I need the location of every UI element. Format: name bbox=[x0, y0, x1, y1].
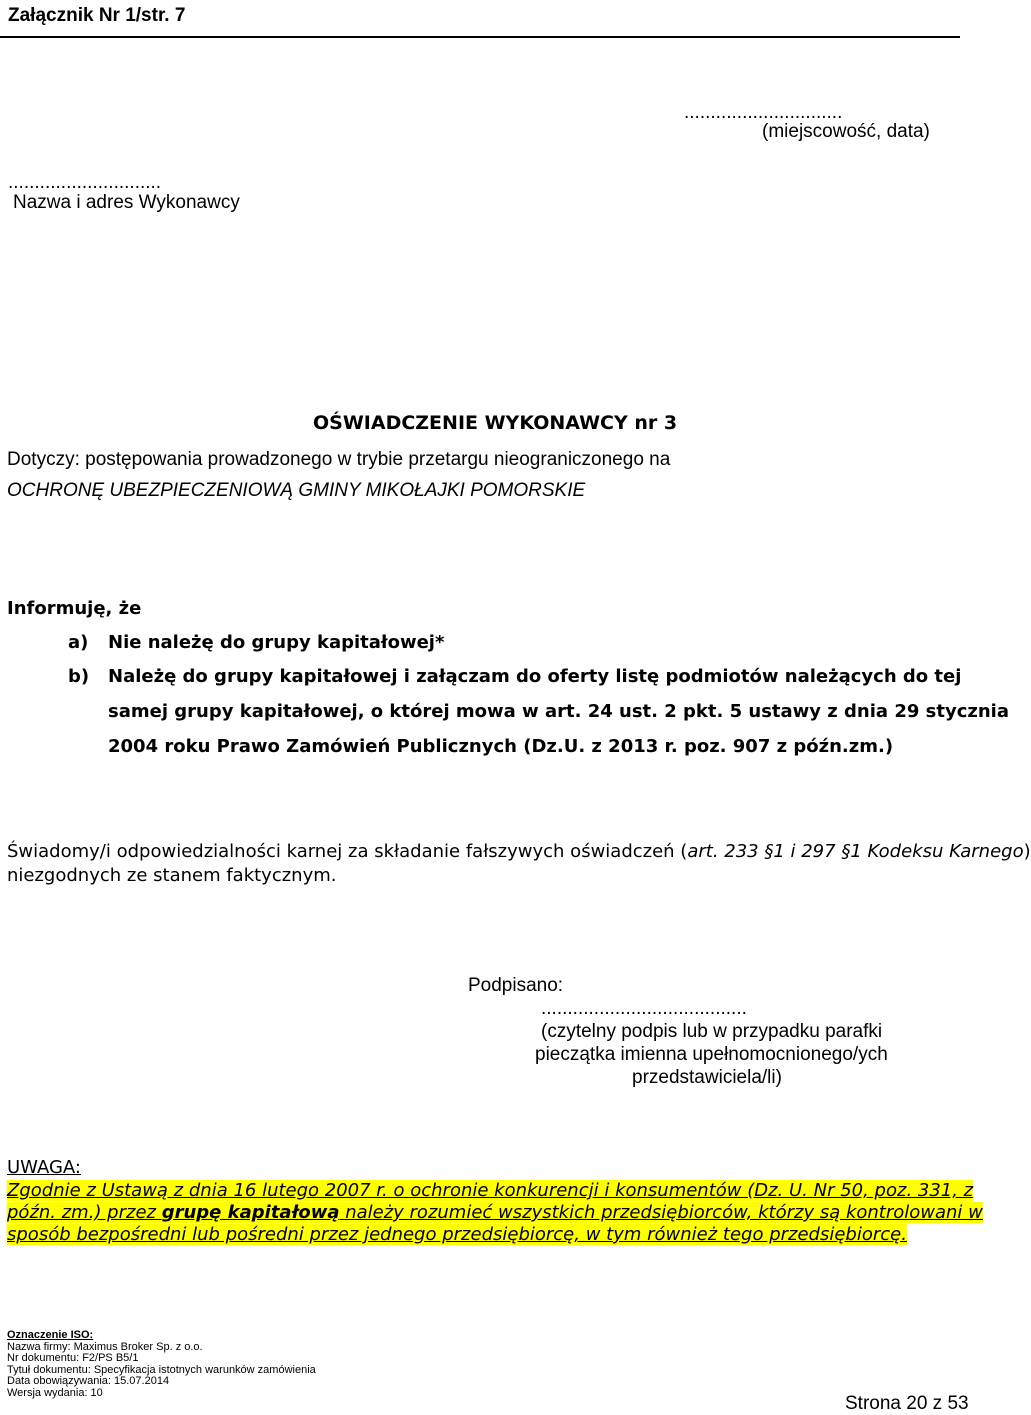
header-divider bbox=[0, 36, 960, 38]
note-line1-text: Zgodnie z Ustawą z dnia 16 lutego 2007 r. o ochronie konkurencji i konsumentów (Dz. U. Nr 50, poz. 331, z bbox=[7, 1180, 974, 1201]
note-line2-a: późn. zm.) przez bbox=[7, 1202, 162, 1223]
awareness-line2: niezgodnych ze stanem faktycznym. bbox=[7, 865, 337, 886]
option-a-letter: a) bbox=[68, 632, 89, 653]
awareness-line1 bbox=[7, 841, 1031, 862]
footer-iso: Oznaczenie ISO: bbox=[7, 1329, 94, 1341]
attachment-title: Załącznik Nr 1/str. 7 bbox=[8, 5, 186, 26]
note-heading: UWAGA: bbox=[7, 1157, 81, 1178]
signature-note-line1: (czytelny podpis lub w przypadku parafki bbox=[541, 1021, 883, 1042]
declaration-regards: Dotyczy: postępowania prowadzonego w trybie przetargu nieograniczonego na bbox=[7, 449, 671, 470]
place-date-dots: .............................. bbox=[684, 102, 843, 123]
option-b-letter: b) bbox=[68, 666, 90, 687]
footer-company: Nazwa firmy: Maximus Broker Sp. z o.o. bbox=[7, 1341, 203, 1353]
note-line2-c: należy rozumieć wszystkich przedsiębiorców, którzy są kontrolowani w bbox=[339, 1202, 983, 1223]
note-line2 bbox=[7, 1202, 983, 1223]
signature-dots: ....................................... bbox=[541, 998, 747, 1019]
note-line1 bbox=[7, 1180, 973, 1201]
awareness-line1-c: ) bbox=[1023, 841, 1031, 862]
awareness-law-reference: art. 233 §1 i 297 §1 Kodeksu Karnego bbox=[687, 841, 1024, 862]
option-b-line3: 2004 roku Prawo Zamówień Publicznych (Dz.U. z 2013 r. poz. 907 z późn.zm.) bbox=[108, 736, 894, 757]
awareness-line1-a: Świadomy/i odpowiedzialności karnej za składanie fałszywych oświadczeń ( bbox=[7, 841, 688, 862]
option-b-line1: Należę do grupy kapitałowej i załączam do oferty listę podmiotów należących do tej bbox=[108, 666, 962, 687]
signature-note-line3: przedstawiciela/li) bbox=[632, 1067, 782, 1088]
note-line2-capital-group: grupę kapitałową bbox=[161, 1202, 340, 1223]
option-b bbox=[68, 666, 961, 687]
inform-intro: Informuję, że bbox=[7, 598, 142, 619]
declaration-title: OŚWIADCZENIE WYKONAWCY nr 3 bbox=[313, 412, 678, 434]
note-line3-text: sposób bezpośredni lub pośredni przez jednego przedsiębiorcę, w tym również tego przedsiębiorcę. bbox=[7, 1224, 907, 1245]
signed-label: Podpisano: bbox=[468, 975, 564, 996]
note-line3 bbox=[7, 1224, 907, 1245]
footer-doc-number: Nr dokumentu: F2/PS B5/1 bbox=[7, 1352, 139, 1364]
option-a bbox=[68, 632, 444, 653]
footer-doc-title: Tytuł dokumentu: Specyfikacja istotnych warunków zamówienia bbox=[7, 1364, 316, 1376]
footer-edition: Wersja wydania: 10 bbox=[7, 1387, 103, 1399]
declaration-subject: OCHRONĘ UBEZPIECZENIOWĄ GMINY MIKOŁAJKI POMORSKIE bbox=[7, 480, 586, 501]
signature-note-line2: pieczątka imienna upełnomocnionego/ych bbox=[535, 1044, 888, 1065]
place-date-label: (miejscowość, data) bbox=[762, 121, 930, 142]
option-a-text: Nie należę do grupy kapitałowej* bbox=[108, 632, 445, 653]
footer-valid-date: Data obowiązywania: 15.07.2014 bbox=[7, 1375, 170, 1387]
contractor-label: Nazwa i adres Wykonawcy bbox=[13, 192, 240, 213]
page-number: Strona 20 z 53 bbox=[845, 1393, 969, 1414]
contractor-dots: ............................. bbox=[8, 172, 162, 193]
option-b-line2: samej grupy kapitałowej, o której mowa w art. 24 ust. 2 pkt. 5 ustawy z dnia 29 stycznia bbox=[108, 701, 1009, 722]
